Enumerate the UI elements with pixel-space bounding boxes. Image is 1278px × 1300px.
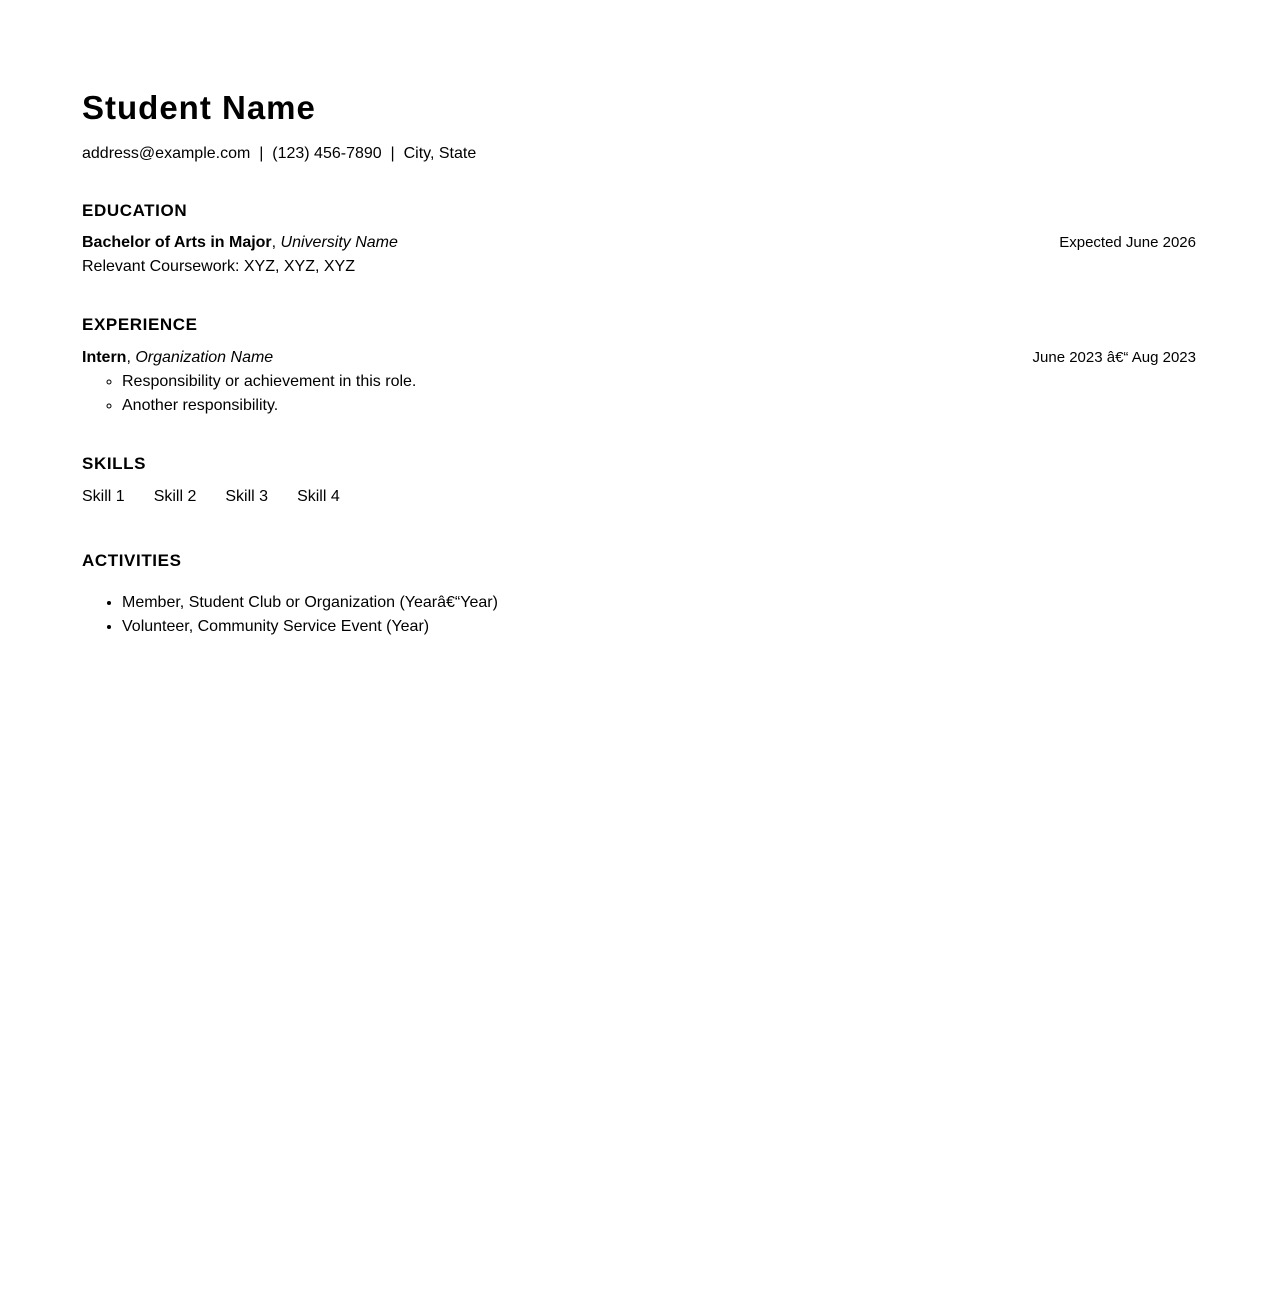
list-item: ◦ Responsibility or achievement in this role. bbox=[122, 370, 1196, 394]
list-item: • Member, Student Club or Organization (Yearâ€“Year) bbox=[122, 591, 1196, 615]
skill-item: Skill 4 bbox=[297, 488, 340, 505]
contact-line: address@example.com | (123) 456-7890 | City, State bbox=[82, 145, 477, 162]
degree-separator: , bbox=[271, 234, 281, 251]
experience-section bbox=[82, 314, 1196, 418]
job-dates: June 2023 â€“ Aug 2023 bbox=[1032, 349, 1196, 366]
skills-list bbox=[82, 487, 1196, 507]
skills-section bbox=[82, 453, 1196, 507]
student-name: Student Name bbox=[82, 89, 316, 126]
degree-name: Bachelor of Arts in Major bbox=[82, 234, 272, 251]
graduation-date: Expected June 2026 bbox=[1059, 234, 1196, 251]
university-name: University Name bbox=[280, 234, 398, 251]
job-row bbox=[82, 346, 1196, 370]
skill-item: Skill 1 bbox=[82, 488, 125, 505]
list-item: ◦ Another responsibility. bbox=[122, 394, 1196, 418]
education-heading: EDUCATION bbox=[82, 201, 188, 220]
experience-bullets bbox=[82, 370, 1196, 418]
list-item: • Volunteer, Community Service Event (Year) bbox=[122, 615, 1196, 639]
degree-row bbox=[82, 231, 1196, 255]
job-separator: , bbox=[126, 349, 136, 366]
skill-item: Skill 2 bbox=[153, 488, 197, 505]
skills-heading: SKILLS bbox=[82, 454, 147, 473]
experience-heading: EXPERIENCE bbox=[82, 315, 198, 334]
coursework-line: Relevant Coursework: XYZ, XYZ, XYZ bbox=[82, 258, 355, 275]
activities-section bbox=[82, 550, 1196, 639]
degree-line bbox=[82, 231, 398, 255]
job-line bbox=[82, 346, 273, 370]
skill-item: Skill 3 bbox=[225, 488, 269, 505]
activities-list bbox=[82, 591, 1196, 639]
activities-heading: ACTIVITIES bbox=[82, 551, 182, 570]
education-section bbox=[82, 200, 1196, 279]
organization-name: Organization Name bbox=[135, 349, 274, 366]
job-role: Intern bbox=[82, 349, 127, 366]
